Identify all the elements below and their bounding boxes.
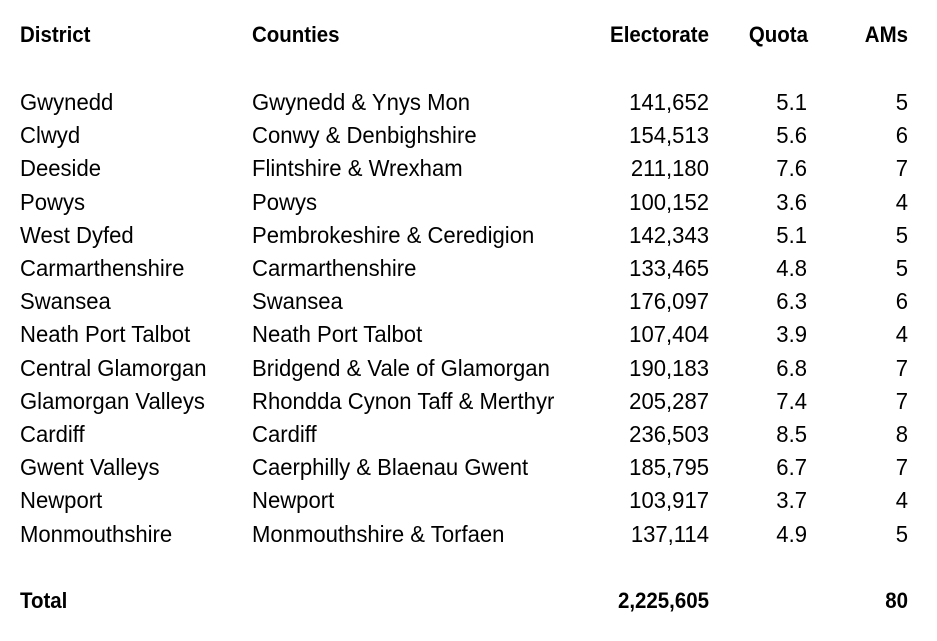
cell-district: Deeside bbox=[20, 155, 102, 181]
cell-district: Cardiff bbox=[20, 421, 85, 447]
cell-electorate: 211,180 bbox=[630, 155, 709, 181]
cell-quota: 4.9 bbox=[776, 521, 807, 547]
header-quota: Quota bbox=[748, 22, 808, 47]
cell-quota: 6.3 bbox=[776, 288, 807, 314]
cell-ams: 4 bbox=[895, 189, 908, 215]
cell-district: Powys bbox=[20, 189, 86, 215]
cell-counties: Flintshire & Wrexham bbox=[252, 155, 463, 181]
cell-quota: 3.9 bbox=[776, 321, 807, 347]
cell-counties: Caerphilly & Blaenau Gwent bbox=[252, 454, 529, 480]
header-district: District bbox=[20, 22, 91, 47]
table-row bbox=[0, 485, 937, 515]
cell-ams: 7 bbox=[895, 355, 908, 381]
table-row bbox=[0, 120, 937, 150]
total-electorate: 2,225,605 bbox=[617, 588, 709, 613]
cell-district: Glamorgan Valleys bbox=[20, 388, 205, 414]
cell-counties: Gwynedd & Ynys Mon bbox=[252, 89, 471, 115]
cell-quota: 6.8 bbox=[776, 355, 807, 381]
table-row bbox=[0, 386, 937, 416]
cell-counties: Newport bbox=[252, 487, 335, 513]
cell-quota: 4.8 bbox=[776, 255, 807, 281]
cell-quota: 5.1 bbox=[776, 89, 807, 115]
cell-electorate: 107,404 bbox=[629, 321, 709, 347]
cell-quota: 5.6 bbox=[776, 122, 807, 148]
table-row bbox=[0, 153, 937, 183]
cell-electorate: 154,513 bbox=[629, 122, 709, 148]
cell-quota: 3.7 bbox=[776, 487, 807, 513]
cell-ams: 6 bbox=[895, 288, 908, 314]
cell-district: Swansea bbox=[20, 288, 111, 314]
cell-quota: 8.5 bbox=[776, 421, 807, 447]
cell-counties: Pembrokeshire & Ceredigion bbox=[252, 222, 535, 248]
cell-electorate: 176,097 bbox=[629, 288, 709, 314]
cell-ams: 5 bbox=[895, 222, 908, 248]
cell-ams: 8 bbox=[895, 421, 908, 447]
table-header-row bbox=[0, 20, 937, 50]
table-row bbox=[0, 286, 937, 316]
cell-ams: 5 bbox=[895, 521, 908, 547]
cell-counties: Powys bbox=[252, 189, 318, 215]
cell-ams: 4 bbox=[895, 321, 908, 347]
cell-district: Clwyd bbox=[20, 122, 81, 148]
cell-electorate: 185,795 bbox=[629, 454, 709, 480]
cell-quota: 7.4 bbox=[776, 388, 807, 414]
cell-counties: Bridgend & Vale of Glamorgan bbox=[252, 355, 550, 381]
cell-ams: 7 bbox=[895, 454, 908, 480]
cell-electorate: 141,652 bbox=[629, 89, 709, 115]
cell-electorate: 137,114 bbox=[630, 521, 709, 547]
cell-district: Carmarthenshire bbox=[20, 255, 185, 281]
cell-ams: 7 bbox=[895, 155, 908, 181]
cell-electorate: 142,343 bbox=[629, 222, 709, 248]
cell-electorate: 236,503 bbox=[629, 421, 709, 447]
table-row bbox=[0, 419, 937, 449]
cell-counties: Rhondda Cynon Taff & Merthyr bbox=[252, 388, 555, 414]
table-row bbox=[0, 452, 937, 482]
cell-counties: Conwy & Denbighshire bbox=[252, 122, 477, 148]
cell-electorate: 205,287 bbox=[629, 388, 709, 414]
table-row bbox=[0, 220, 937, 250]
cell-quota: 7.6 bbox=[776, 155, 807, 181]
header-counties: Counties bbox=[252, 22, 340, 47]
header-ams: AMs bbox=[864, 22, 908, 47]
cell-ams: 7 bbox=[895, 388, 908, 414]
table-total-row bbox=[0, 586, 937, 616]
cell-counties: Carmarthenshire bbox=[252, 255, 417, 281]
table-row bbox=[0, 519, 937, 549]
table-row bbox=[0, 87, 937, 117]
header-electorate: Electorate bbox=[610, 22, 709, 47]
cell-counties: Monmouthshire & Torfaen bbox=[252, 521, 505, 547]
cell-quota: 5.1 bbox=[776, 222, 807, 248]
cell-district: Central Glamorgan bbox=[20, 355, 207, 381]
cell-district: Neath Port Talbot bbox=[20, 321, 191, 347]
total-ams: 80 bbox=[885, 588, 908, 613]
table-row bbox=[0, 319, 937, 349]
cell-counties: Cardiff bbox=[252, 421, 317, 447]
cell-counties: Swansea bbox=[252, 288, 343, 314]
cell-counties: Neath Port Talbot bbox=[252, 321, 423, 347]
total-label: Total bbox=[20, 588, 68, 613]
cell-quota: 3.6 bbox=[776, 189, 807, 215]
cell-quota: 6.7 bbox=[776, 454, 807, 480]
cell-electorate: 100,152 bbox=[629, 189, 709, 215]
table-row bbox=[0, 353, 937, 383]
cell-district: West Dyfed bbox=[20, 222, 134, 248]
cell-district: Gwynedd bbox=[20, 89, 114, 115]
cell-electorate: 103,917 bbox=[629, 487, 709, 513]
table-row bbox=[0, 187, 937, 217]
cell-district: Monmouthshire bbox=[20, 521, 173, 547]
cell-district: Gwent Valleys bbox=[20, 454, 160, 480]
cell-ams: 5 bbox=[895, 255, 908, 281]
cell-ams: 5 bbox=[895, 89, 908, 115]
cell-electorate: 133,465 bbox=[629, 255, 709, 281]
cell-ams: 4 bbox=[895, 487, 908, 513]
table-row bbox=[0, 253, 937, 283]
cell-district: Newport bbox=[20, 487, 103, 513]
cell-electorate: 190,183 bbox=[629, 355, 709, 381]
cell-ams: 6 bbox=[895, 122, 908, 148]
